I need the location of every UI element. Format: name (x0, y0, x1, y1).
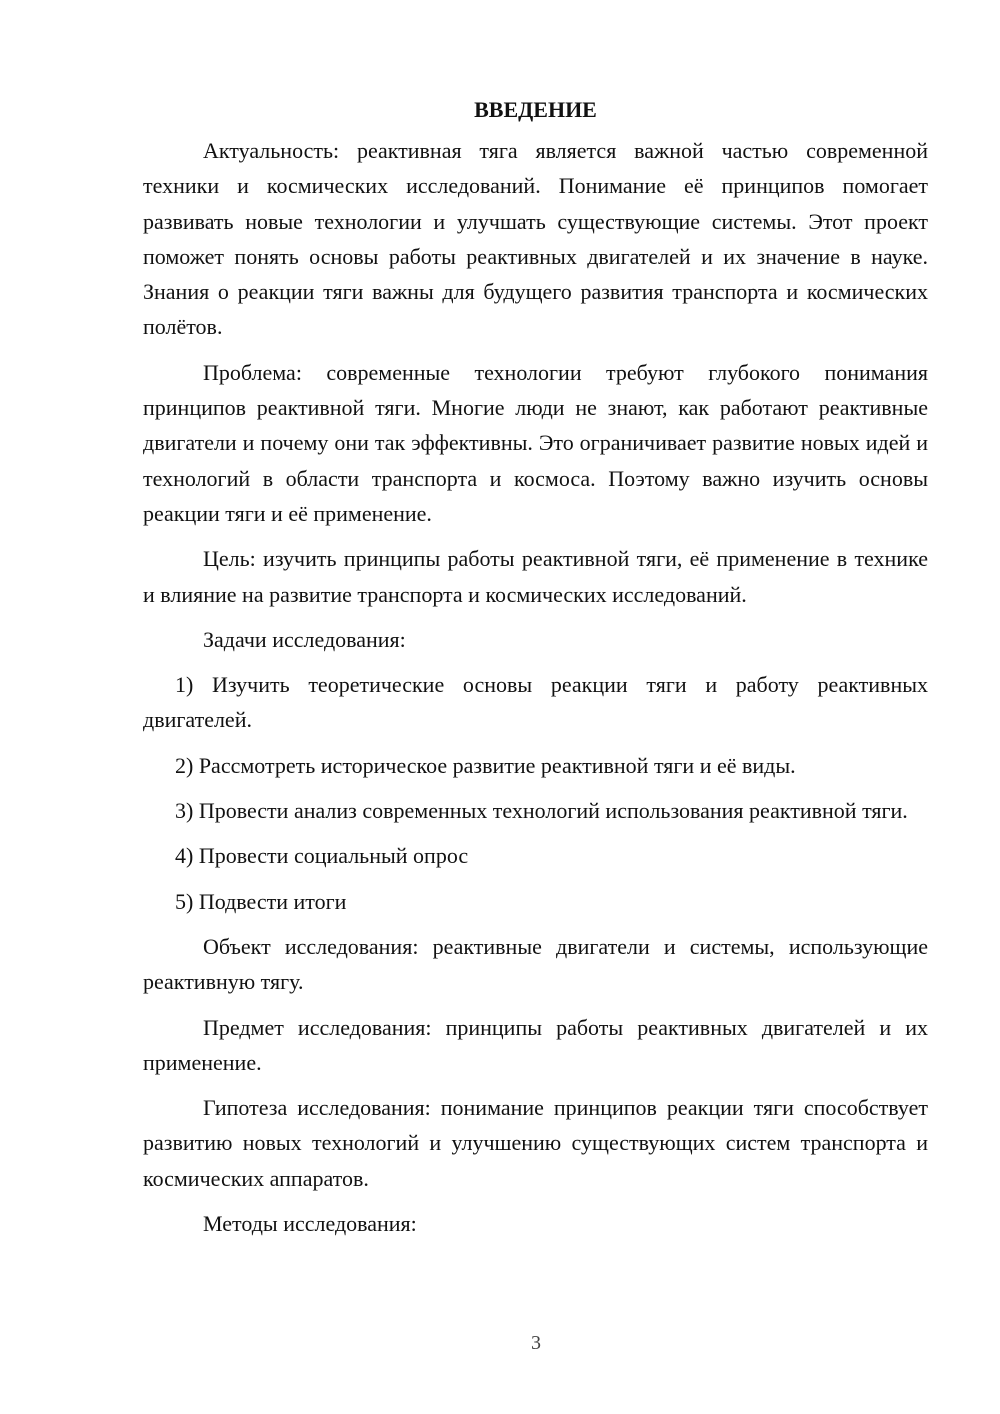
hypothesis-paragraph: Гипотеза исследования: понимание принципов реакции тяги способствует развитию новых технологий и улучшению существующих систем транспорта и космических аппаратов. (143, 1095, 928, 1191)
task-item: 4) Провести социальный опрос (175, 843, 469, 869)
task-item: 3) Провести анализ современных технологий использования реактивной тяги. (175, 798, 908, 824)
problem-paragraph: Проблема: современные технологии требуют глубокого понимания принципов реактивной тяги. Многие люди не знают, как работают реактивные двигатели и почему они так эффективны. Это ограничивает развитие новых идей и технологий в области транспорта и космоса. Поэтому важно изучить основы реакции тяги и её применение. (143, 359, 928, 526)
task-item: 1) Изучить теоретические основы реакции тяги и работу реактивных двигателей. (143, 672, 928, 733)
goal-paragraph: Цель: изучить принципы работы реактивной тяги, её применение в технике и влияние на развитие транспорта и космических исследований. (143, 546, 928, 607)
document-body (143, 92, 928, 1251)
methods-heading: Методы исследования: (203, 1211, 417, 1237)
relevance-paragraph: Актуальность: реактивная тяга является важной частью современной техники и космических исследований. Понимание её принципов помогает развивать новые технологии и улучшать существующие системы. Этот проект поможет понять основы работы реактивных двигателей и их значение в науке. Знания о реакции тяги важны для будущего развития транспорта и космических полётов. (143, 138, 928, 340)
subject-paragraph: Предмет исследования: принципы работы реактивных двигателей и их применение. (143, 1014, 928, 1075)
task-item: 5) Подвести итоги (175, 888, 347, 914)
section-title: ВВЕДЕНИЕ (474, 97, 597, 122)
object-paragraph: Объект исследования: реактивные двигатели и системы, использующие реактивную тягу. (143, 933, 928, 995)
page-number: 3 (531, 1332, 541, 1354)
tasks-heading: Задачи исследования: (203, 626, 406, 652)
task-item: 2) Рассмотреть историческое развитие реактивной тяги и её виды. (175, 752, 796, 778)
